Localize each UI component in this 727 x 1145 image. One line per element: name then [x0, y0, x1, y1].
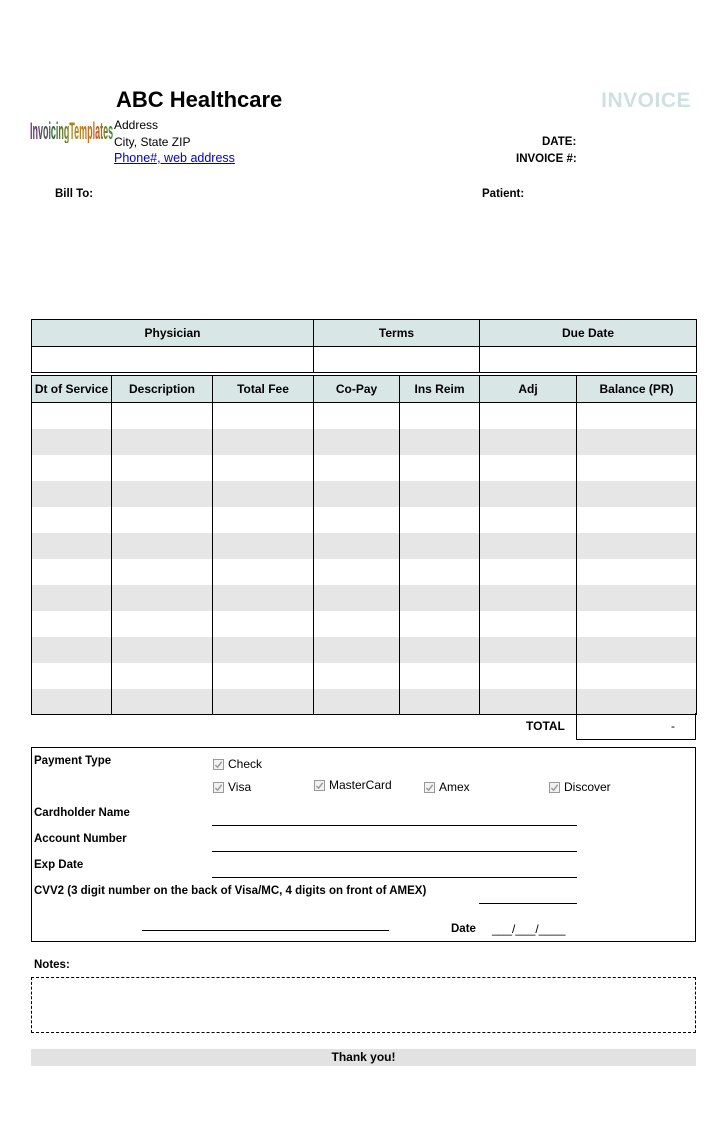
due-date-cell[interactable]: [480, 347, 697, 373]
dt-of-service-cell[interactable]: [32, 559, 112, 585]
discover-option[interactable]: [549, 780, 611, 794]
dt-of-service-cell[interactable]: [32, 663, 112, 689]
ins-reim-cell[interactable]: [400, 559, 480, 585]
thank-you-footer: Thank you!: [31, 1049, 696, 1066]
description-cell[interactable]: [112, 637, 213, 663]
co-pay-cell[interactable]: [314, 611, 400, 637]
checkmark-icon: [425, 783, 434, 792]
balance-header: Balance (PR): [577, 376, 697, 403]
dt-of-service-cell[interactable]: [32, 585, 112, 611]
description-cell[interactable]: [112, 403, 213, 429]
balance-cell[interactable]: [577, 637, 697, 663]
table-row: [32, 585, 697, 611]
description-cell[interactable]: [112, 481, 213, 507]
total-value: -: [671, 719, 675, 733]
ins-reim-cell[interactable]: [400, 637, 480, 663]
cvv-label: CVV2 (3 digit number on the back of Visa/MC, 4 digits on front of AMEX): [34, 885, 427, 897]
table-row: [32, 637, 697, 663]
discover-label: Discover: [564, 780, 611, 794]
co-pay-cell[interactable]: [314, 689, 400, 715]
mastercard-option[interactable]: [314, 778, 392, 792]
total-fee-cell[interactable]: [213, 481, 314, 507]
dt-of-service-cell[interactable]: [32, 429, 112, 455]
adj-cell[interactable]: [480, 533, 577, 559]
cardholder-input-line[interactable]: [212, 825, 577, 826]
account-number-label: Account Number: [34, 833, 127, 845]
adj-cell[interactable]: [480, 663, 577, 689]
co-pay-cell[interactable]: [314, 429, 400, 455]
total-fee-cell[interactable]: [213, 403, 314, 429]
table-row: [32, 559, 697, 585]
co-pay-cell[interactable]: [314, 637, 400, 663]
checkmark-icon: [550, 783, 559, 792]
due-date-header: Due Date: [480, 320, 697, 347]
co-pay-cell[interactable]: [314, 663, 400, 689]
terms-cell[interactable]: [314, 347, 480, 373]
balance-cell[interactable]: [577, 533, 697, 559]
total-fee-cell[interactable]: [213, 533, 314, 559]
visa-option[interactable]: [213, 780, 251, 794]
invoice-number-label: INVOICE #:: [516, 153, 577, 165]
balance-cell[interactable]: [577, 585, 697, 611]
exp-date-input-line[interactable]: [212, 877, 577, 878]
description-cell[interactable]: [112, 585, 213, 611]
co-pay-cell[interactable]: [314, 507, 400, 533]
amex-checkbox[interactable]: [424, 782, 435, 793]
balance-cell[interactable]: [577, 455, 697, 481]
table-row: [32, 689, 697, 715]
adj-cell[interactable]: [480, 689, 577, 715]
adj-cell[interactable]: [480, 429, 577, 455]
dt-of-service-cell[interactable]: [32, 611, 112, 637]
adj-cell[interactable]: [480, 611, 577, 637]
co-pay-cell[interactable]: [314, 533, 400, 559]
payment-type-label: Payment Type: [34, 755, 112, 767]
payment-date-field[interactable]: ___/___/____: [492, 922, 566, 936]
co-pay-cell[interactable]: [314, 455, 400, 481]
table-row: [32, 455, 697, 481]
dt-of-service-cell[interactable]: [32, 689, 112, 715]
physician-header: Physician: [32, 320, 314, 347]
adj-cell[interactable]: [480, 585, 577, 611]
dt-of-service-cell[interactable]: [32, 637, 112, 663]
description-header: Description: [112, 376, 213, 403]
ins-reim-cell[interactable]: [400, 403, 480, 429]
phone-web-link[interactable]: Phone#, web address: [114, 151, 235, 165]
amex-label: Amex: [439, 780, 470, 794]
adj-cell[interactable]: [480, 481, 577, 507]
total-fee-header: Total Fee: [213, 376, 314, 403]
company-city-state-zip: City, State ZIP: [114, 135, 191, 149]
payment-section: [31, 747, 696, 942]
co-pay-cell[interactable]: [314, 585, 400, 611]
balance-cell[interactable]: [577, 429, 697, 455]
ins-reim-cell[interactable]: [400, 507, 480, 533]
company-name: ABC Healthcare: [116, 87, 283, 112]
ins-reim-cell[interactable]: [400, 481, 480, 507]
table-row: [32, 663, 697, 689]
description-cell[interactable]: [112, 663, 213, 689]
total-fee-cell[interactable]: [213, 611, 314, 637]
checkmark-icon: [315, 781, 324, 790]
adj-header: Adj: [480, 376, 577, 403]
mastercard-checkbox[interactable]: [314, 780, 325, 791]
adj-cell[interactable]: [480, 637, 577, 663]
signature-line[interactable]: [142, 930, 389, 931]
dt-of-service-cell[interactable]: [32, 403, 112, 429]
balance-cell[interactable]: [577, 481, 697, 507]
ins-reim-cell[interactable]: [400, 429, 480, 455]
balance-cell[interactable]: [577, 663, 697, 689]
dt-of-service-cell[interactable]: [32, 507, 112, 533]
table-row: [32, 403, 697, 429]
company-logo: [30, 109, 114, 143]
adj-cell[interactable]: [480, 455, 577, 481]
table-row: [32, 481, 697, 507]
dt-of-service-cell[interactable]: [32, 533, 112, 559]
ins-reim-cell[interactable]: [400, 533, 480, 559]
balance-cell[interactable]: [577, 689, 697, 715]
description-cell[interactable]: [112, 533, 213, 559]
dt-of-service-cell[interactable]: [32, 455, 112, 481]
physician-cell[interactable]: [32, 347, 314, 373]
co-pay-cell[interactable]: [314, 559, 400, 585]
total-box[interactable]: [576, 713, 696, 740]
total-fee-cell[interactable]: [213, 507, 314, 533]
terms-header: Terms: [314, 320, 480, 347]
co-pay-cell[interactable]: [314, 481, 400, 507]
cvv-input-line[interactable]: [479, 903, 577, 904]
checkmark-icon: [214, 760, 223, 769]
ins-reim-cell[interactable]: [400, 611, 480, 637]
total-fee-cell[interactable]: [213, 455, 314, 481]
bill-to-label: Bill To:: [55, 188, 94, 200]
description-cell[interactable]: [112, 611, 213, 637]
table-row: [32, 611, 697, 637]
total-fee-cell[interactable]: [213, 429, 314, 455]
amex-option[interactable]: [424, 780, 470, 794]
discover-checkbox[interactable]: [549, 782, 560, 793]
adj-cell[interactable]: [480, 507, 577, 533]
table-row: [32, 507, 697, 533]
service-items-table: [31, 375, 697, 715]
dt-of-service-cell[interactable]: [32, 481, 112, 507]
balance-cell[interactable]: [577, 611, 697, 637]
adj-cell[interactable]: [480, 403, 577, 429]
date-label: DATE:: [542, 136, 577, 148]
checkmark-icon: [214, 783, 223, 792]
description-cell[interactable]: [112, 507, 213, 533]
co-pay-cell[interactable]: [314, 403, 400, 429]
cardholder-label: Cardholder Name: [34, 807, 130, 819]
co-pay-header: Co-Pay: [314, 376, 400, 403]
description-cell[interactable]: [112, 559, 213, 585]
patient-label: Patient:: [482, 188, 525, 200]
table-row: [32, 533, 697, 559]
invoice-title: INVOICE: [601, 89, 691, 112]
account-number-input-line[interactable]: [212, 851, 577, 852]
total-fee-cell[interactable]: [213, 559, 314, 585]
check-checkbox[interactable]: [213, 759, 224, 770]
mastercard-label: MasterCard: [329, 778, 392, 792]
visa-checkbox[interactable]: [213, 782, 224, 793]
dt-of-service-header: Dt of Service: [32, 376, 112, 403]
total-fee-cell[interactable]: [213, 689, 314, 715]
description-cell[interactable]: [112, 455, 213, 481]
check-option[interactable]: [213, 757, 262, 771]
payment-date-label: Date: [451, 923, 476, 935]
total-fee-cell[interactable]: [213, 663, 314, 689]
physician-terms-table: [31, 319, 697, 373]
svg-text:InvoicingTemplates: InvoicingTemplates: [30, 117, 114, 143]
description-cell[interactable]: [112, 429, 213, 455]
balance-cell[interactable]: [577, 507, 697, 533]
notes-label: Notes:: [34, 959, 70, 971]
ins-reim-cell[interactable]: [400, 663, 480, 689]
description-cell[interactable]: [112, 689, 213, 715]
company-address: Address: [114, 118, 159, 132]
balance-cell[interactable]: [577, 403, 697, 429]
total-fee-cell[interactable]: [213, 637, 314, 663]
ins-reim-cell[interactable]: [400, 689, 480, 715]
balance-cell[interactable]: [577, 559, 697, 585]
ins-reim-header: Ins Reim: [400, 376, 480, 403]
total-fee-cell[interactable]: [213, 585, 314, 611]
table-row: [32, 429, 697, 455]
ins-reim-cell[interactable]: [400, 585, 480, 611]
adj-cell[interactable]: [480, 559, 577, 585]
exp-date-label: Exp Date: [34, 859, 84, 871]
notes-box[interactable]: [31, 977, 696, 1033]
check-label: Check: [228, 757, 263, 771]
visa-label: Visa: [228, 780, 252, 794]
total-label: TOTAL: [526, 719, 565, 733]
ins-reim-cell[interactable]: [400, 455, 480, 481]
